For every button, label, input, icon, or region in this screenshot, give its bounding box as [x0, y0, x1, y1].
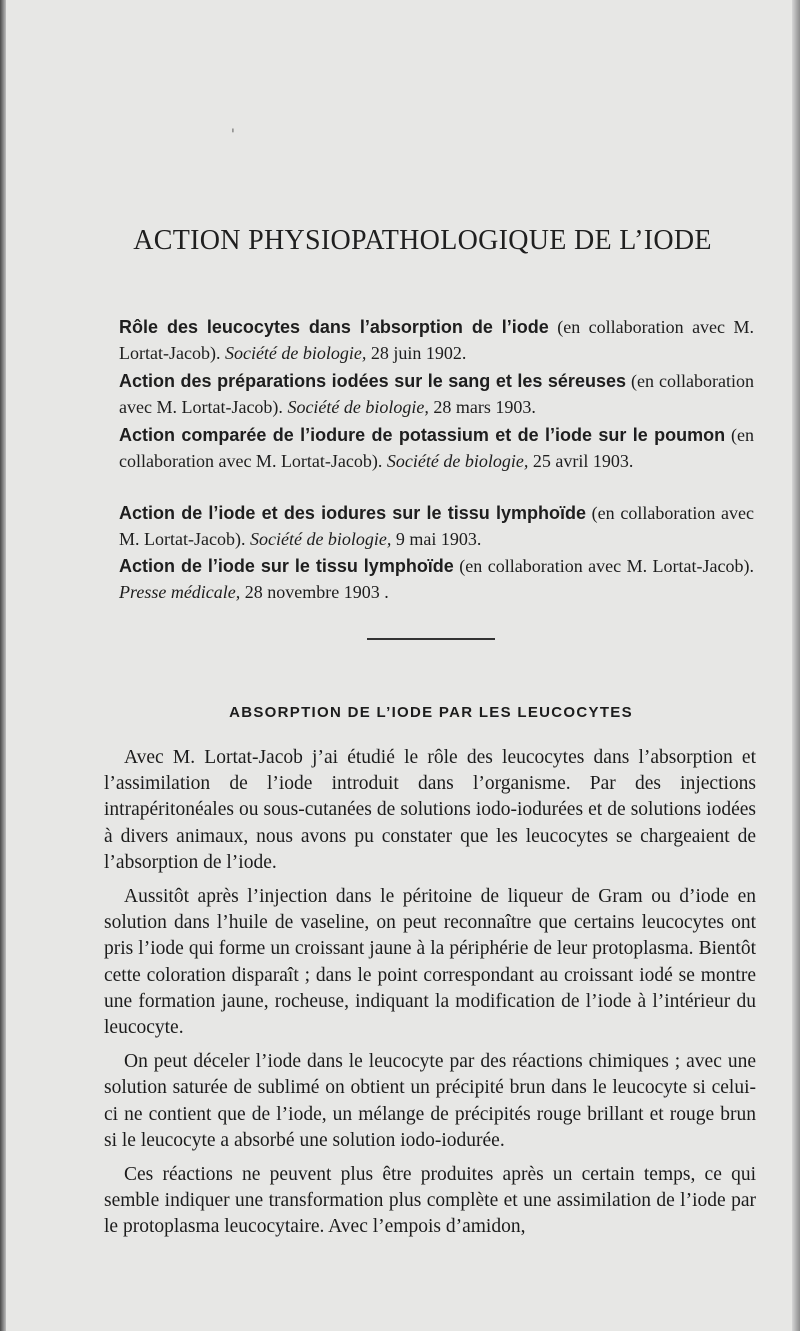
- publication-collab: (en collaboration avec M. Lortat-Jacob).: [119, 317, 754, 363]
- publication-lead: Action de l’iode et des iodures sur le tissu lymphoïde: [119, 503, 586, 523]
- publication-entry: [104, 422, 754, 474]
- publication-collab: (en collaboration avec M. Lortat-Jacob).: [119, 425, 754, 471]
- publication-lead: Action de l’iode sur le tissu lymphoïde: [119, 556, 454, 576]
- publication-entry: [104, 314, 754, 366]
- page-edge-shadow: [792, 0, 800, 1331]
- page-mark: ': [231, 127, 235, 143]
- publication-journal: Presse médicale,: [119, 582, 241, 602]
- publication-date: 25 avril 1903.: [528, 451, 634, 471]
- publication-lead: Rôle des leucocytes dans l’absorption de l’iode: [119, 317, 549, 337]
- publication-date: 28 juin 1902.: [366, 343, 467, 363]
- publication-collab: (en collaboration avec M. Lortat-Jacob).: [119, 503, 755, 549]
- publication-journal: Société de biologie,: [287, 397, 429, 417]
- publication-date: 28 mars 1903.: [428, 397, 536, 417]
- publication-lead: Action des préparations iodées sur le sang et les séreuses: [119, 371, 626, 391]
- section-divider: [367, 638, 495, 640]
- paragraph: On peut déceler l’iode dans le leucocyte par des réactions chimiques ; avec une solution saturée de sublimé on obtient un précipité brun dans le leucocyte si celui-ci ne contient que de l’iode, un mélange de précipités rouge brillant et rouge brun si le leucocyte a absorbé une solution iodo-iodurée.: [104, 1051, 756, 1151]
- paragraph: Aussitôt après l’injection dans le péritoine de liqueur de Gram ou d’iode en solution dans l’huile de vaseline, on peut reconnaître que certains leucocytes ont pris l’iode qui forme un croissant jaune à la périphérie de leur protoplasma. Bientôt cette coloration disparaît ; dans le point correspondant au croissant iodé se montre une formation jaune, rocheuse, indiquant la modification de l’iode à l’intérieur du leucocyte.: [104, 886, 756, 1039]
- paragraph: Ces réactions ne peuvent plus être produites après un certain temps, ce qui semble indiquer une transformation plus complète et une assimilation de l’iode par le protoplasma leucocytaire. Avec l’empois d’amidon,: [104, 1164, 756, 1238]
- publication-lead: Action comparée de l’iodure de potassium et de l’iode sur le poumon: [119, 425, 726, 445]
- publication-journal: Société de biologie,: [224, 343, 367, 363]
- publication-entry: [104, 368, 754, 420]
- publication-collab: (en collaboration avec M. Lortat-Jacob).: [453, 556, 755, 576]
- page-gutter-shadow: [0, 0, 6, 1331]
- paragraph: Avec M. Lortat-Jacob j’ai étudié le rôle des leucocytes dans l’absorption et l’assimilation de l’iode introduit dans l’organisme. Par des injections intrapéritonéales ou sous-cutanées de solutions iodo-iodurées et de solutions iodées à divers animaux, nous avons pu constater que les leucocytes se chargeaient de l’absorption de l’iode.: [104, 747, 756, 873]
- publication-date: 9 mai 1903.: [391, 529, 482, 549]
- publication-collab: (en collaboration avec M. Lortat-Jacob).: [119, 371, 754, 417]
- section-heading: ABSORPTION DE L’IODE PAR LES LEUCOCYTES: [229, 704, 633, 721]
- page-title: ACTION PHYSIOPATHOLOGIQUE DE L’IODE: [133, 225, 712, 256]
- publication-journal: Société de biologie,: [249, 529, 392, 549]
- publication-entry: [104, 553, 754, 605]
- body-text: [104, 745, 756, 1249]
- publication-entry: [104, 500, 754, 552]
- publication-date: 28 novembre 1903 .: [240, 582, 389, 602]
- publication-journal: Société de biologie,: [386, 451, 529, 471]
